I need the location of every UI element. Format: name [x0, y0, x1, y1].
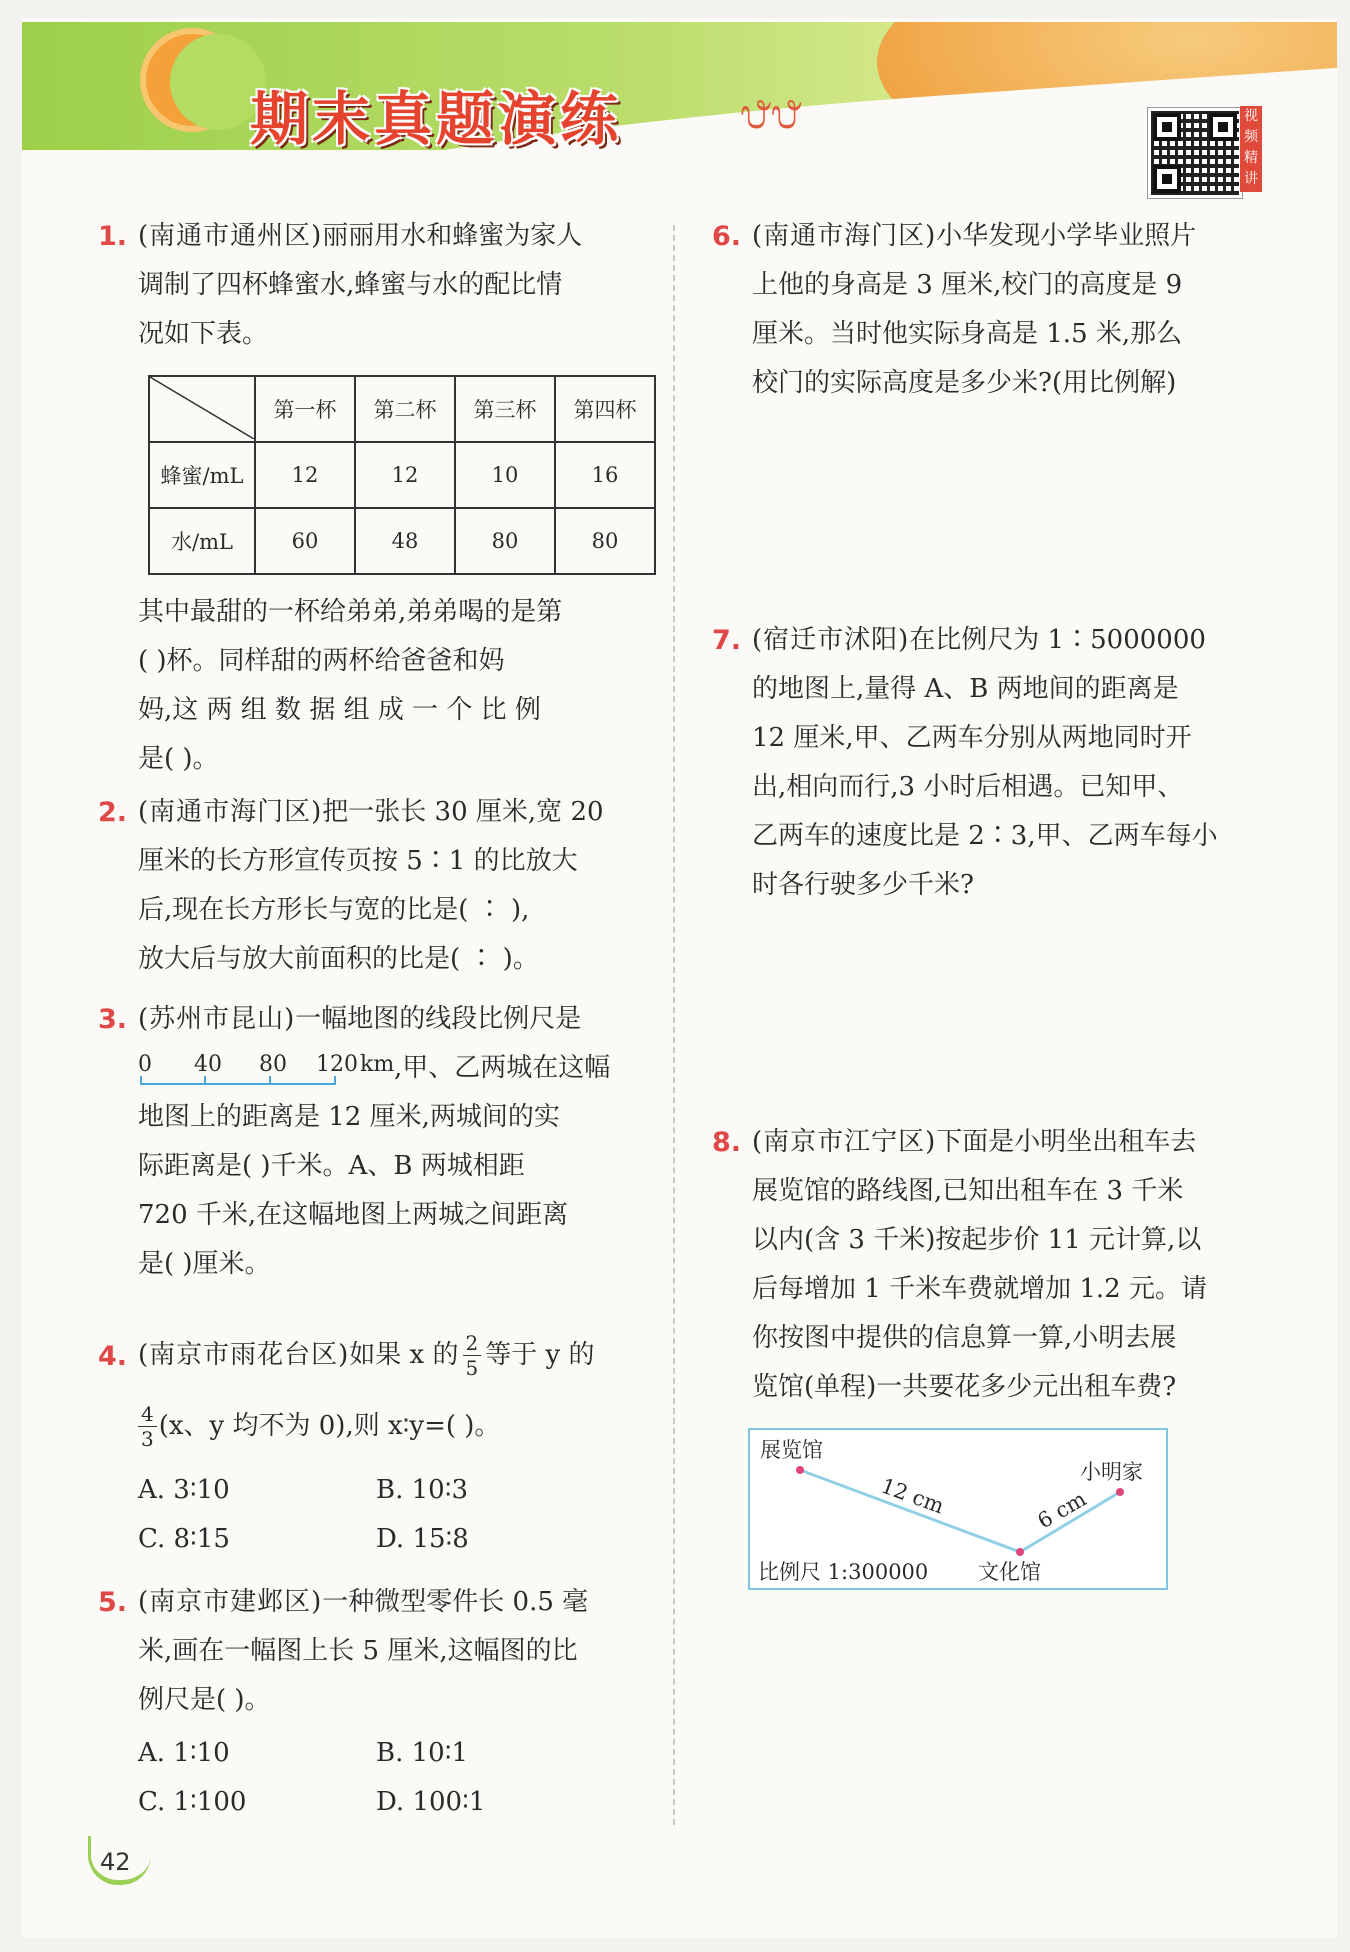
page-title: 期末真题演练 [250, 85, 623, 153]
option-d[interactable]: D. 15∶8 [376, 1524, 469, 1554]
option-a[interactable]: A. 3∶10 [138, 1475, 230, 1505]
question-1: 1. (南通市通州区)丽丽用水和蜂蜜为家人 调制了四杯蜂蜜水,蜂蜜与水的配比情 况如下表。 [138, 212, 658, 359]
question-source: (南通市海门区) [752, 221, 937, 251]
option-d[interactable]: D. 100∶1 [376, 1787, 486, 1817]
question-1-continued: 其中最甜的一杯给弟弟,弟弟喝的是第 ( )杯。同样甜的两杯给爸爸和妈 妈,这 两 组 数 据 组 成 一 个 比 例 是( )。 [138, 597, 563, 774]
question-source: (宿迁市沭阳) [752, 625, 910, 655]
swirl-icon: ᭘᭘ [740, 92, 802, 138]
question-source: (南京市江宁区) [752, 1127, 937, 1157]
table-row: 水/mL 60 48 80 80 [149, 508, 655, 574]
question-8: 8. (南京市江宁区)下面是小明坐出租车去 展览馆的路线图,已知出租车在 3 千米 以内(含 3 千米)按起步价 11 元计算,以 后每增加 1 千米车费就增加 1.2 元。请 你按图中提供的信息算一算,小明去展 览馆(单程)一共要花多少元出租车费? [752, 1118, 1272, 1412]
question-7: 7. (宿迁市沭阳)在比例尺为 1∶5000000 的地图上,量得 A、B 两地间的距离是 12 厘米,甲、乙两车分别从两地同时开 出,相向而行,3 小时后相遇。已知甲、 乙两车的速度比是 2∶3,甲、乙两车每小 时各行驶多少千米? [752, 616, 1272, 910]
question-source: (苏州市昆山) [138, 1004, 296, 1034]
question-number: 1. [98, 221, 128, 252]
row-label: 蜂蜜/mL [149, 442, 255, 508]
table-header: 第四杯 [555, 376, 655, 442]
scale-unit: km [360, 1052, 395, 1077]
question-4: 4. (南京市雨花台区) 如果 x 的 2 5 等于 y 的 4 3 (x、y 均不为 0),则 x∶y=( )。 A. 3∶10 B. 10∶3 C. 8∶15 D. 15∶8 [138, 1320, 658, 1564]
option-c[interactable]: C. 8∶15 [138, 1524, 230, 1554]
option-c[interactable]: C. 1∶100 [138, 1787, 247, 1817]
route-map [748, 1428, 1168, 1590]
fraction: 2 5 [463, 1331, 482, 1380]
question-source: (南京市雨花台区) [138, 1339, 350, 1370]
row-label: 水/mL [149, 508, 255, 574]
column-divider [673, 225, 675, 1825]
question-number: 6. [712, 221, 742, 252]
question-number: 3. [98, 1004, 128, 1035]
option-a[interactable]: A. 1∶10 [138, 1738, 230, 1768]
honey-water-table [148, 375, 656, 575]
map-scale-label: 比例尺 1:300000 [758, 1560, 929, 1584]
question-number: 8. [712, 1127, 742, 1158]
question-number: 7. [712, 625, 742, 656]
question-number: 2. [98, 797, 128, 828]
question-2: 2. (南通市海门区)把一张长 30 厘米,宽 20 厘米的长方形宣传页按 5∶1 的比放大 后,现在长方形长与宽的比是( ∶ ), 放大后与放大前面积的比是( ∶ )。 [138, 788, 658, 984]
exhibition-hall-label: 展览馆 [760, 1438, 823, 1462]
qr-code-icon[interactable] [1148, 108, 1242, 198]
home-label: 小明家 [1080, 1460, 1143, 1484]
table-row: 蜂蜜/mL 12 12 10 16 [149, 442, 655, 508]
option-b[interactable]: B. 10∶1 [376, 1738, 469, 1768]
question-6: 6. (南通市海门区)小华发现小学毕业照片 上他的身高是 3 厘米,校门的高度是 9 厘米。当时他实际身高是 1.5 米,那么 校门的实际高度是多少米?(用比例解) [752, 212, 1272, 408]
question-number: 5. [98, 1587, 128, 1618]
segment-1-label: 12 cm [877, 1473, 948, 1519]
table-header: 第一杯 [255, 376, 355, 442]
question-source: (南京市建邺区) [138, 1587, 323, 1617]
culture-hall-label: 文化馆 [978, 1560, 1041, 1584]
table-header: 第三杯 [455, 376, 555, 442]
table-diagonal-header [149, 376, 255, 442]
question-number: 4. [98, 1341, 128, 1372]
question-5: 5. (南京市建邺区)一种微型零件长 0.5 毫 米,画在一幅图上长 5 厘米,这幅图的比 例尺是( )。 A. 1∶10 B. 10∶1 C. 1∶100 D. 100∶1 [138, 1578, 658, 1827]
option-b[interactable]: B. 10∶3 [376, 1475, 469, 1505]
fraction: 4 3 [138, 1402, 157, 1451]
segment-2-label: 6 cm [1033, 1486, 1091, 1534]
qr-label: 视频精讲 [1240, 106, 1262, 192]
table-header: 第二杯 [355, 376, 455, 442]
question-source: (南通市海门区) [138, 797, 323, 827]
question-3: 3. (苏州市昆山)一幅地图的线段比例尺是 0 40 80 120 km ,甲、乙两城在这幅 地图上的距离是 12 厘米,两城间的实 际距离是( )千米。A、B 两城相距 720 千米,在这幅地图上两城之间距离 是( )厘米。 [138, 995, 658, 1289]
page-number: 42 [100, 1848, 131, 1876]
question-source: (南通市通州区) [138, 221, 323, 251]
line-scale-bar: 0 40 80 120 [138, 1052, 358, 1077]
